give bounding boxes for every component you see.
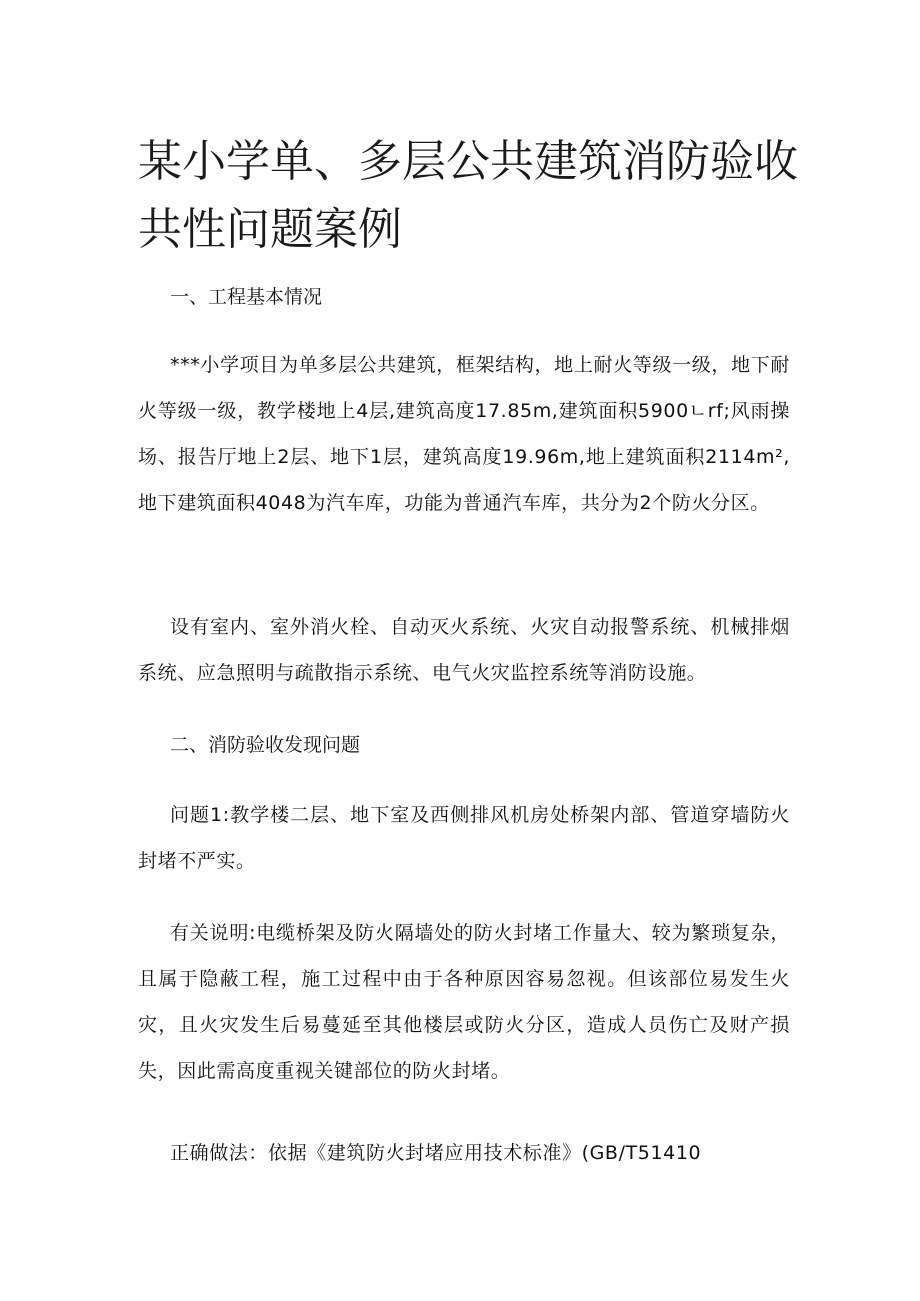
paragraph-project-overview: ***小学项目为单多层公共建筑，框架结构，地上耐火等级一级，地下耐火等级一级，教学楼地上4层,建筑高度17.85m,建筑面积5900ㄴrf;风雨操场、报告厅地上2层、地下1层，建筑高度19.96m,地上建筑面积2114m²,地下建筑面积4048为汽车库，功能为普通汽车库，共分为2个防火分区。: [138, 354, 790, 514]
paragraph-correct-method: 正确做法：依据《建筑防火封堵应用技术标准》(GB/T51410: [170, 1142, 702, 1164]
paragraph-problem-1: 问题1:教学楼二层、地下室及西侧排风机房处桥架内部、管道穿墙防火封堵不严实。: [138, 804, 790, 872]
section-heading-problems: 二、消防验收发现问题: [170, 734, 361, 756]
document-title: 某小学单、多层公共建筑消防验收共性问题案例: [138, 136, 798, 255]
paragraph-fire-facilities: 设有室内、室外消火栓、自动灭火系统、火灾自动报警系统、机械排烟系统、应急照明与疏散指示系统、电气火灾监控系统等消防设施。: [138, 616, 790, 684]
section-heading-basic-info: 一、工程基本情况: [170, 286, 323, 308]
paragraph-explanation: 有关说明:电缆桥架及防火隔墙处的防火封堵工作量大、较为繁琐复杂，且属于隐蔽工程，施工过程中由于各种原因容易忽视。但该部位易发生火灾，且火灾发生后易蔓延至其他楼层或防火分区，造成人员伤亡及财产损失，因此需高度重视关键部位的防火封堵。: [138, 922, 790, 1082]
